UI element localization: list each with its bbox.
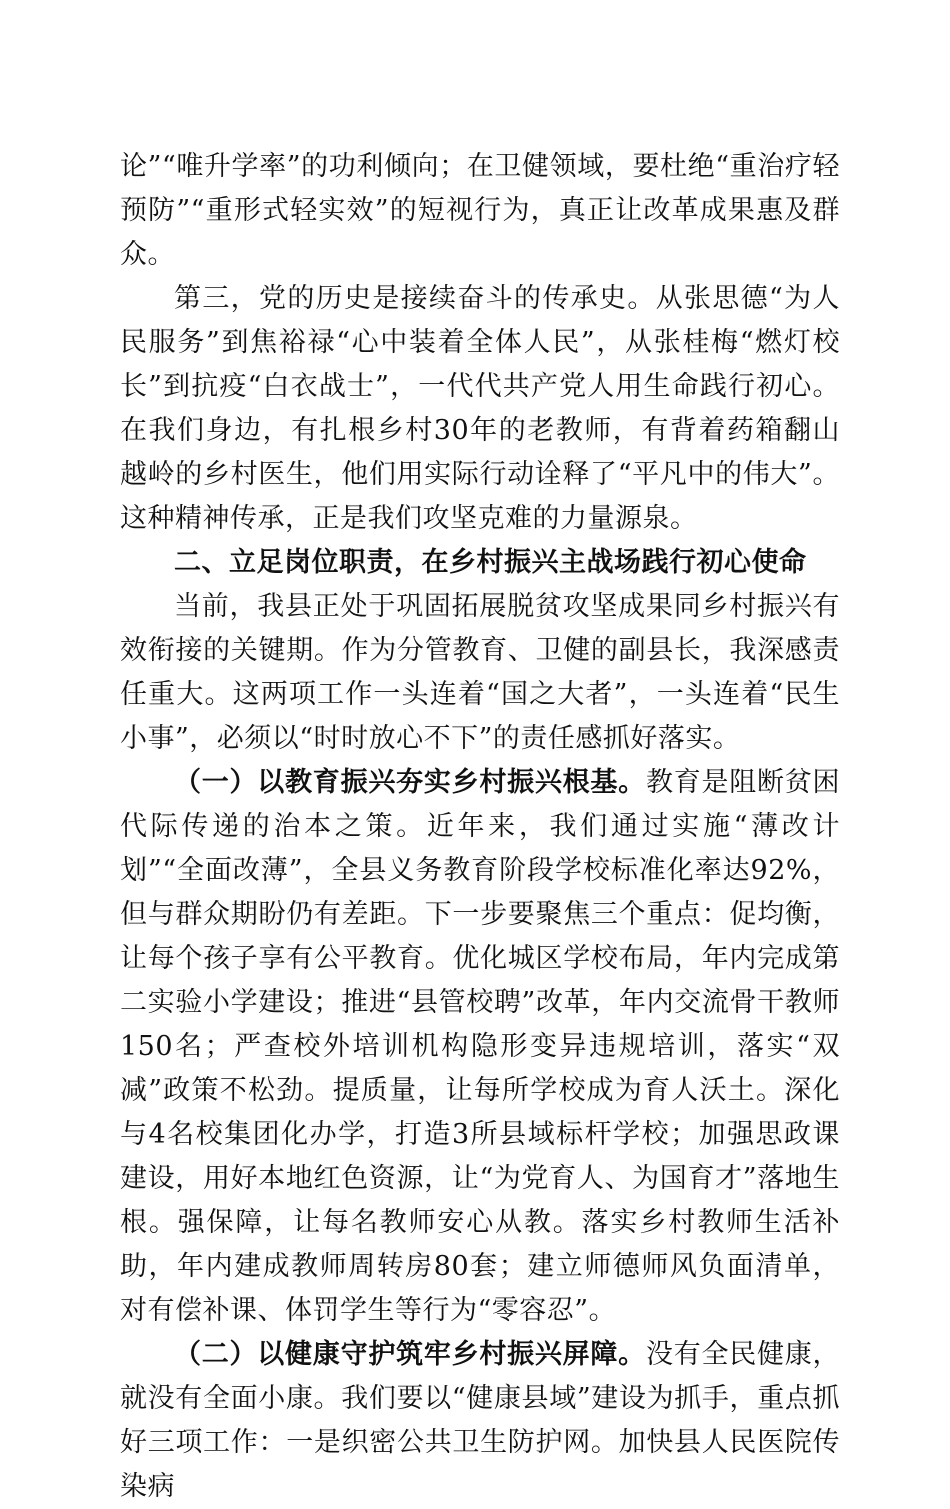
- paragraph-health: [120, 1333, 840, 1509]
- paragraph-current-situation: 当前，我县正处于巩固拓展脱贫攻坚成果同乡村振兴有效衔接的关键期。作为分管教育、卫健的副县长，我深感责任重大。这两项工作一头连着“国之大者”，一头连着“民生小事”，必须以“时时放心不下”的责任感抓好落实。: [120, 591, 840, 754]
- document-page: [120, 145, 840, 1509]
- health-body: 没有全民健康，就没有全面小康。我们要以“健康县域”建设为抓手，重点抓好三项工作：一是织密公共卫生防护网。加快县人民医院传染病: [120, 1339, 841, 1502]
- paragraph-party-history: 第三，党的历史是接续奋斗的传承史。从张思德“为人民服务”到焦裕禄“心中装着全体人民”，从张桂梅“燃灯校长”到抗疫“白衣战士”，一代代共产党人用生命践行初心。在我们身边，有扎根乡村30年的老教师，有背着药箱翻山越岭的乡村医生，他们用实际行动诠释了“平凡中的伟大”。这种精神传承，正是我们攻坚克难的力量源泉。: [120, 283, 840, 534]
- education-body: 教育是阻断贫困代际传递的治本之策。近年来，我们通过实施“薄改计划”“全面改薄”，全县义务教育阶段学校标准化率达92%，但与群众期盼仍有差距。下一步要聚焦三个重点：促均衡，让每个孩子享有公平教育。优化城区学校布局，年内完成第二实验小学建设；推进“县管校聘”改革，年内交流骨干教师150名；严查校外培训机构隐形变异违规培训，落实“双减”政策不松劲。提质量，让每所学校成为育人沃土。深化与4名校集团化办学，打造3所县域标杆学校；加强思政课建设，用好本地红色资源，让“为党育人、为国育才”落地生根。强保障，让每名教师安心从教。落实乡村教师生活补助，年内建成教师周转房80套；建立师德师风负面清单，对有偿补课、体罚学生等行为“零容忍”。: [120, 767, 841, 1326]
- health-lead: （二）以健康守护筑牢乡村振兴屏障。: [174, 1339, 646, 1370]
- education-lead: （一）以教育振兴夯实乡村振兴根基。: [174, 767, 646, 798]
- paragraph-education: [120, 761, 840, 1333]
- paragraph-continuation: 论”“唯升学率”的功利倾向；在卫健领域，要杜绝“重治疗轻预防”“重形式轻实效”的短视行为，真正让改革成果惠及群众。: [120, 151, 840, 270]
- section-heading-2: 二、立足岗位职责，在乡村振兴主战场践行初心使命: [174, 547, 807, 578]
